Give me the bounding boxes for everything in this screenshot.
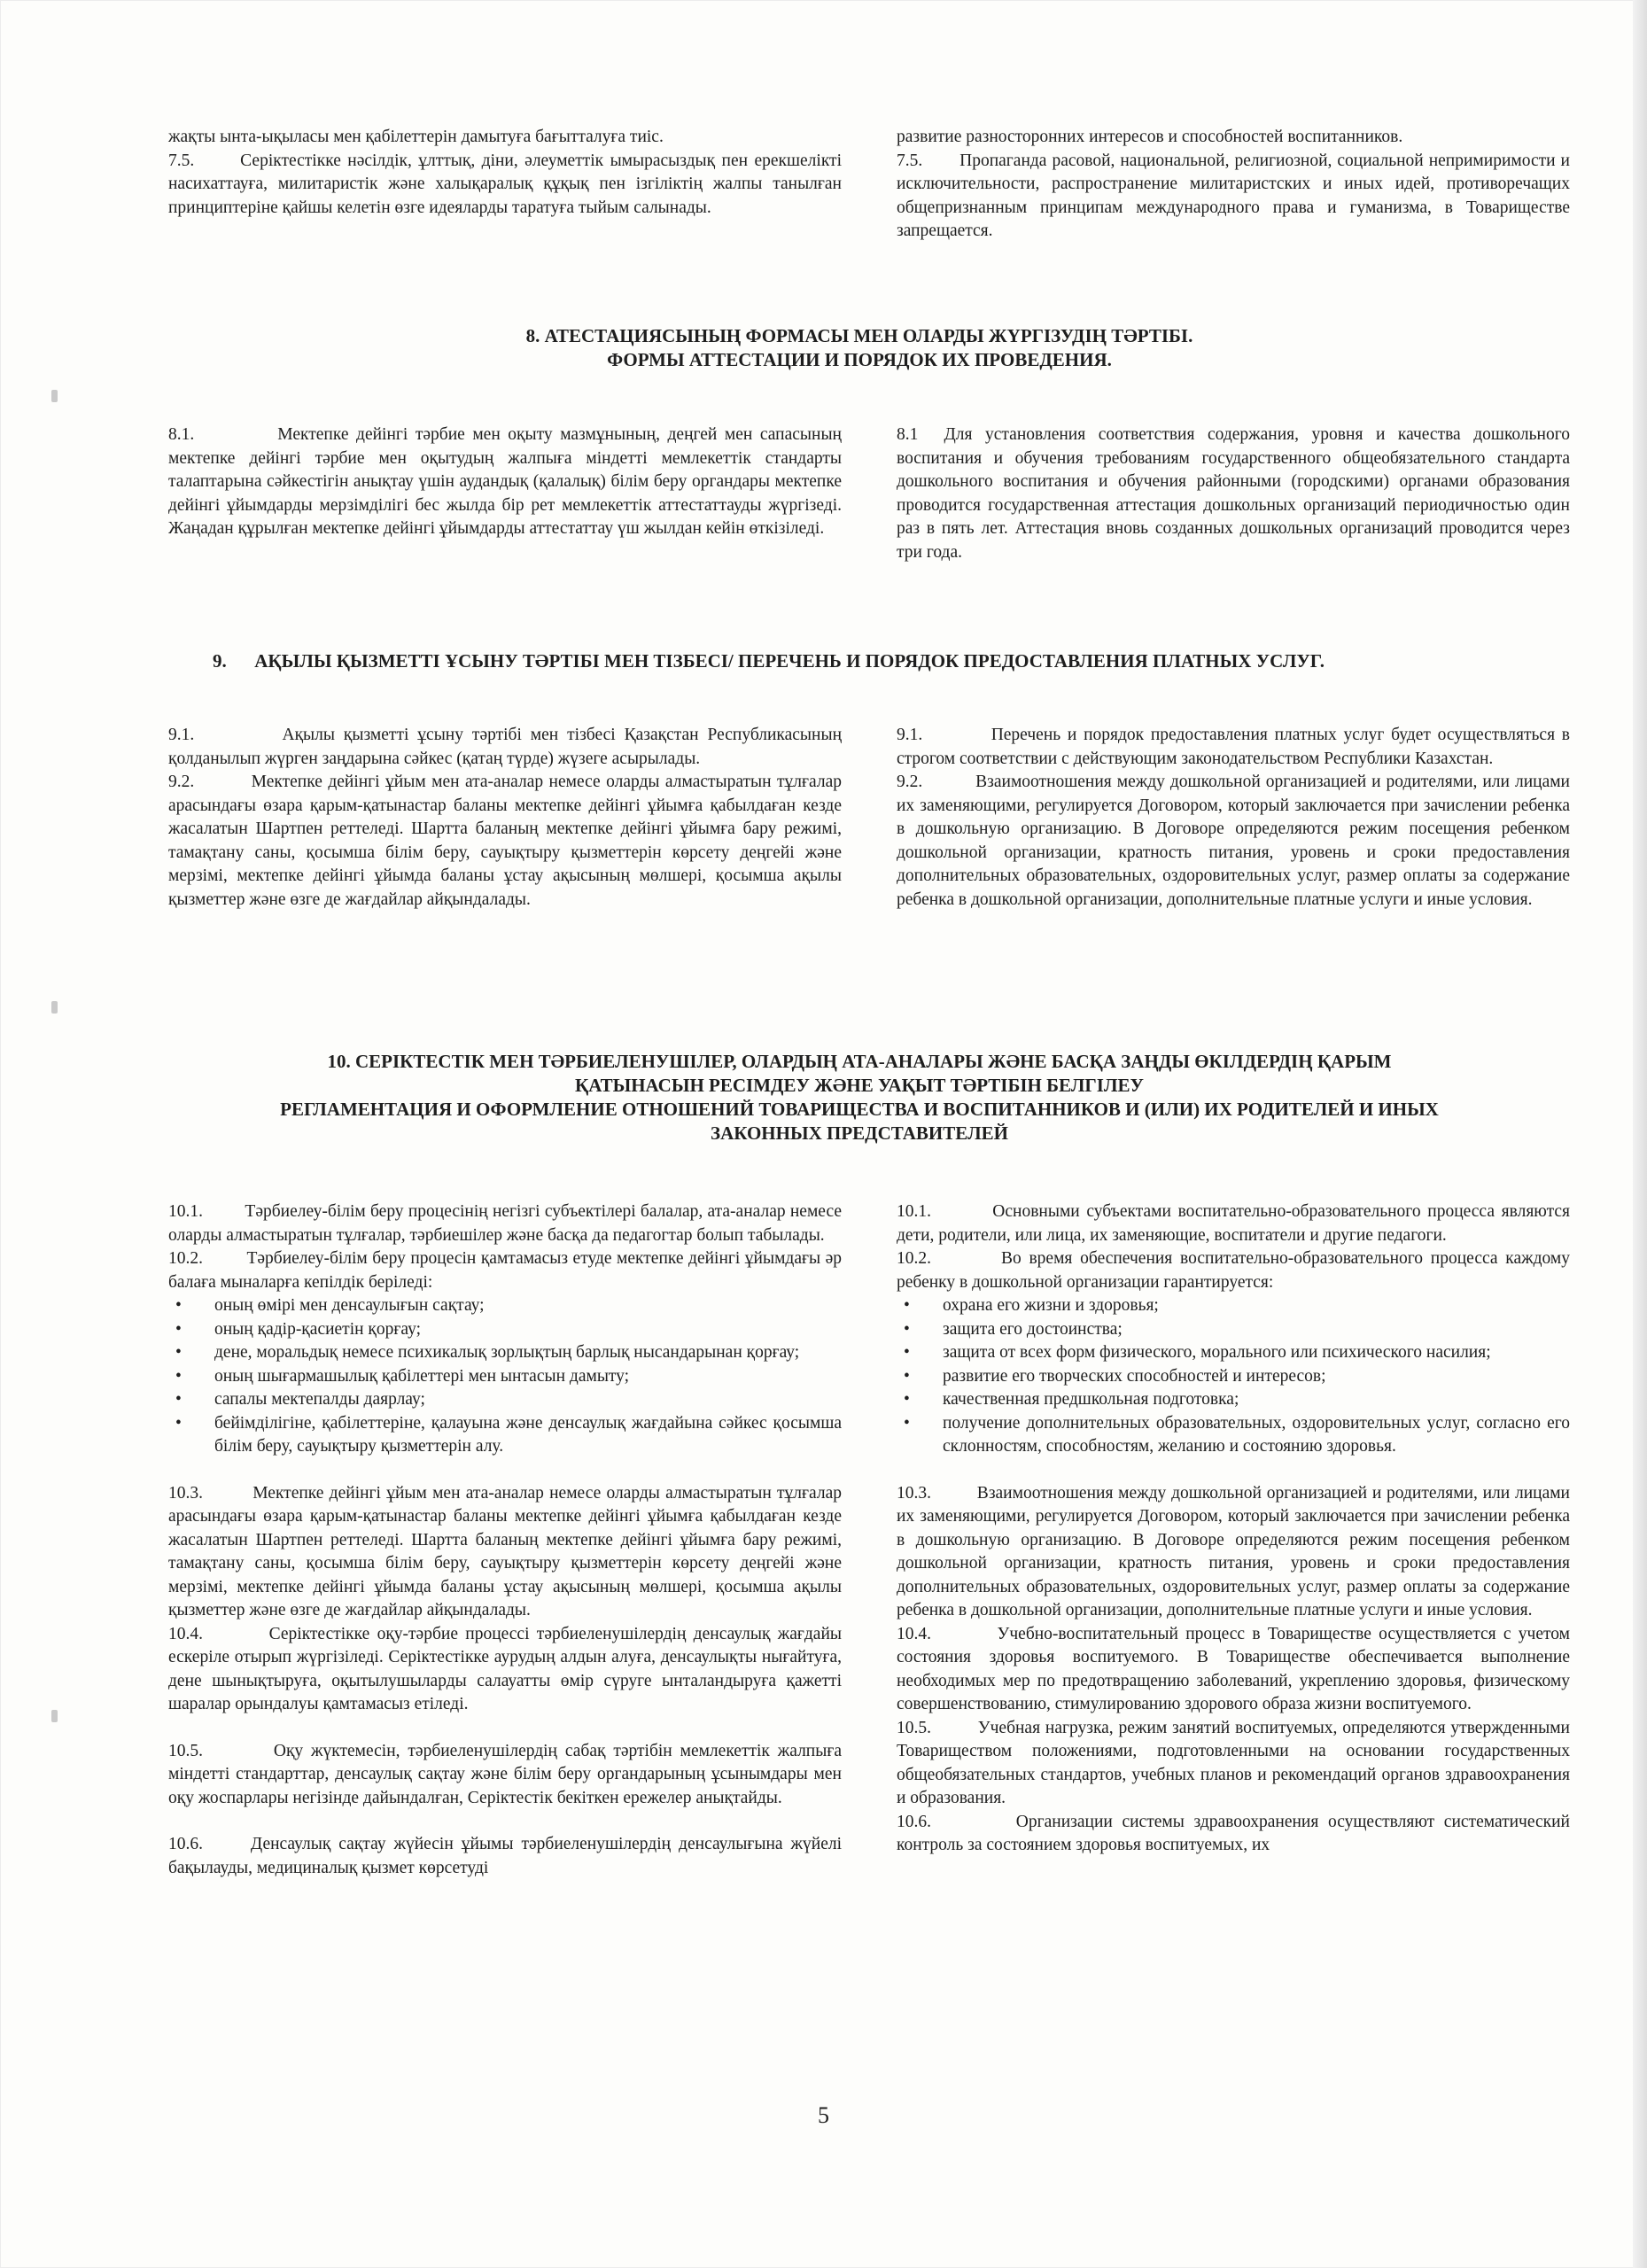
intro-ru-p1: развитие разносторонних интересов и способностей воспитанников. (897, 128, 1403, 146)
section-10-ru-p104: 10.4. Учебно-воспитательный процесс в Товариществе осуществляется с учетом состояния здоровья воспитуемого. В Товариществе обеспечивается выполнение необходимых мер по предотвращению заболеваний, укреплению здоровья, физическому совершенствованию, стимулированию здорового образа жизни воспитуемого. (897, 1624, 1570, 1713)
section-9-ru-p2: 9.2. Взаимоотношения между дошкольной организацией и родителями, или лицами их заменяющими, регулируется Договором, который заключается при зачислении ребенка в дошкольную организацию. В Договоре определяются режим посещения ребенком дошкольной организации, кратность питания, уровень и сроки предоставления дополнительных образовательных, оздоровительных услуг, размер оплаты за содержание ребенка в дошкольной организации, дополнительные платные услуги и иные условия. (897, 773, 1570, 909)
page-number: 5 (818, 2102, 829, 2128)
section-9-heading (213, 649, 1559, 673)
binding-margin (51, 0, 62, 2268)
section-10-kz-bullets (168, 1294, 842, 1459)
section-10-ru-column (897, 1200, 1570, 1858)
list-item: • оның өмірі мен денсаулығын сақтау; (168, 1294, 842, 1318)
section-10-ru-p102: 10.2. Во время обеспечения воспитательно-образовательного процесса каждому ребенку в дошкольной организации гарантируется: (897, 1249, 1570, 1292)
list-item: • сапалы мектепалды даярлау; (168, 1388, 842, 1412)
section-8-kz-column (168, 423, 842, 541)
section-10-ru-p106: 10.6. Организации системы здравоохранения осуществляют систематический контроль за состоянием здоровья воспитуемых, их (897, 1812, 1570, 1854)
list-item: • защита от всех форм физического, морального или психического насилия; (897, 1341, 1570, 1365)
section-10-kz-p101: 10.1. Тәрбиелеу-білім беру процесінің негізгі субъектілері балалар, ата-аналар немесе оларды алмастыратын тұлғалар, тәрбиешілер және басқа да педагогтар болып табылады. (168, 1202, 842, 1245)
binding-mark (51, 1001, 58, 1014)
list-item: • получение дополнительных образовательных, оздоровительных услуг, согласно его склонностям, способностям, желанию и состоянию здоровья. (897, 1412, 1570, 1459)
section-9-ru-p1: 9.1. Перечень и порядок предоставления платных услуг будет осуществляться в строгом соответствии с действующим законодательством Республики Казахстан. (897, 726, 1570, 768)
binding-mark (51, 390, 58, 402)
section-8-heading (151, 324, 1568, 372)
section-10-heading-ru-1: РЕГЛАМЕНТАЦИЯ И ОФОРМЛЕНИЕ ОТНОШЕНИЙ ТОВАРИЩЕСТВА И ВОСПИТАННИКОВ И (ИЛИ) ИХ РОДИТЕЛЕЙ И ИНЫХ (280, 1099, 1439, 1120)
list-item: • дене, моральдық немесе психикалық зорлықтың барлық нысандарынан қорғау; (168, 1341, 842, 1365)
section-10-kz-p106: 10.6. Денсаулық сақтау жүйесін ұйымы тәрбиеленушілердің денсаулығына жүйелі бақылауды, медициналық қызмет көрсетуді (168, 1835, 842, 1877)
section-8-ru-column (897, 423, 1570, 564)
section-8-heading-ru: ФОРМЫ АТТЕСТАЦИИ И ПОРЯДОК ИХ ПРОВЕДЕНИЯ. (607, 349, 1112, 370)
section-9-ru-column (897, 724, 1570, 912)
list-item: • развитие его творческих способностей и интересов; (897, 1365, 1570, 1389)
section-9-heading-text: 9. АҚЫЛЫ ҚЫЗМЕТТІ ҰСЫНУ ТӘРТІБІ МЕН ТІЗБЕСІ/ ПЕРЕЧЕНЬ И ПОРЯДОК ПРЕДОСТАВЛЕНИЯ ПЛАТНЫХ УСЛУГ. (213, 650, 1325, 672)
section-10-ru-p101: 10.1. Основными субъектами воспитательно-образовательного процесса являются дети, родители, или лица, их заменяющие, воспитатели и другие педагоги. (897, 1202, 1570, 1245)
binding-mark (51, 1710, 58, 1722)
intro-kz-p1: жақты ынта-ықыласы мен қабілеттерін дамытуға бағытталуға тиіс. (168, 128, 664, 146)
section-10-kz-p105: 10.5. Оқу жүктемесін, тәрбиеленушілердің сабақ тәртібін мемлекеттік жалпыға міндетті стандарттар, денсаулық сақтау және білім беру органдарының ұсынымдары мен оқу жоспарлары негізінде дайындалған, Серіктестік бекіткен ережелер анықтайды. (168, 1741, 842, 1807)
section-10-kz-column (168, 1200, 842, 1880)
page-edge-shadow (1633, 0, 1647, 2268)
list-item: • качественная предшкольная подготовка; (897, 1388, 1570, 1412)
section-8-ru-p1: 8.1 Для установления соответствия содержания, уровня и качества дошкольного воспитания и обучения требованиям государственного общеобязательного стандарта дошкольного воспитания и обучения районными (городскими) органами образования проводится государственная аттестация дошкольных организаций периодичностью один раз в пять лет. Аттестация вновь созданных дошкольных организаций проводится через три года. (897, 425, 1570, 562)
section-10-ru-bullets (897, 1294, 1570, 1459)
intro-ru-p2: 7.5. Пропаганда расовой, национальной, религиозной, социальной непримиримости и исключительности, распространение милитаристских и иных идей, противоречащих общепризнанным принципам международного права и гуманизма, в Товариществе запрещается. (897, 151, 1570, 240)
section-10-ru-p103: 10.3. Взаимоотношения между дошкольной организацией и родителями, или лицами их заменяющими, регулируется Договором, который заключается при зачислении ребенка в дошкольную организацию. В Договоре определяются режим посещения ребенком дошкольной организации, кратность питания, уровень и сроки предоставления дополнительных образовательных, оздоровительных услуг, размер оплаты за содержание ребенка в дошкольной организации, дополнительные платные услуги и иные условия. (897, 1483, 1570, 1619)
section-10-heading-ru-2: ЗАКОННЫХ ПРЕДСТАВИТЕЛЕЙ (711, 1122, 1008, 1144)
list-item: • защита его достоинства; (897, 1318, 1570, 1342)
intro-kz-column (168, 126, 842, 220)
section-10-kz-p104: 10.4. Серіктестікке оқу-тәрбие процессі тәрбиеленушілердің денсаулық жағдайы ескеріле отырып жүргізіледі. Серіктестікке аурудың алдын алуға, денсаулықты нығайтуға, дене шынықтыруға, оқытылушыларды салауатты өмір сүруге ынталандыруға қажетті шаралар орындалуы қамтамасыз етіледі. (168, 1624, 842, 1713)
list-item: • оның қадір-қасиетін қорғау; (168, 1318, 842, 1342)
section-10-heading-kz-2: ҚАТЫНАСЫН РЕСІМДЕУ ЖӘНЕ УАҚЫТ ТӘРТІБІН БЕЛГІЛЕУ (575, 1075, 1144, 1096)
section-8-kz-p1: 8.1. Мектепке дейінгі тәрбие мен оқыту мазмұнының, деңгей мен сапасының мектепке дейінгі тәрбие мен оқытудың жалпыға міндетті мемлекеттік стандарты талаптарына сәйкестігін анықтау үшін аудандық (қалалық) білім беру органдары мектепке дейінгі ұйымдарды мерзімділігі бес жылда бір рет мемлекеттік аттестаттауды жүргізеді. Жаңадан құрылған мектепке дейінгі ұйымдарды аттестаттау үш жылдан кейін өткізіледі. (168, 425, 842, 538)
list-item: • бейімділігіне, қабілеттеріне, қалауына және денсаулық жағдайына сәйкес қосымша білім беру, сауықтыру қызметтерін алу. (168, 1412, 842, 1459)
section-10-heading-kz-1: 10. СЕРІКТЕСТІК МЕН ТӘРБИЕЛЕНУШІЛЕР, ОЛАРДЫҢ АТА-АНАЛАРЫ ЖӘНЕ БАСҚА ЗАҢДЫ ӨКІЛДЕРДІҢ ҚАРЫМ (327, 1051, 1392, 1072)
section-8-heading-kz: 8. АТЕСТАЦИЯСЫНЫҢ ФОРМАСЫ МЕН ОЛАРДЫ ЖҮРГІЗУДІҢ ТӘРТІБІ. (525, 325, 1193, 346)
section-9-kz-p2: 9.2. Мектепке дейінгі ұйым мен ата-аналар немесе оларды алмастыратын тұлғалар арасындағы өзара қарым-қатынастар баланы мектепке дейінгі ұйымға қабылдаған кезде жасалатын Шартпен реттеледі. Шартта баланың мектепке дейінгі ұйымға бару режимі, тамақтану саны, қосымша білім беру, сауықтыру қызметтерін көрсету деңгейі және мерзімі, мектепке дейінгі ұйымда баланы ұстау ақысының мөлшері, қосымша ақылы қызметтер және өзге де жағдайлар айқындалады. (168, 773, 842, 909)
list-item: • охрана его жизни и здоровья; (897, 1294, 1570, 1318)
section-10-ru-p105: 10.5. Учебная нагрузка, режим занятий воспитуемых, определяются утвержденными Товариществом положениями, подготовленными на основании государственных общеобязательных стандартов, учебных планов и рекомендаций органов здравоохранения и образования. (897, 1718, 1570, 1807)
section-10-kz-p103: 10.3. Мектепке дейінгі ұйым мен ата-аналар немесе оларды алмастыратын тұлғалар арасындағы өзара қарым-қатынастар баланы мектепке дейінгі ұйымға қабылдаған кезде жасалатын Шартпен реттеледі. Шартта баланың мектепке дейінгі ұйымға бару режимі, тамақтану саны, қосымша білім беру, сауықтыру қызметтерін көрсету деңгейі және мерзімі, мектепке дейінгі ұйымда баланы ұстау ақысының мөлшері, қосымша ақылы қызметтер және өзге де жағдайлар айқындалады. (168, 1483, 842, 1619)
list-item: • оның шығармашылық қабілеттері мен ынтасын дамыту; (168, 1365, 842, 1389)
section-9-kz-p1: 9.1. Ақылы қызметті ұсыну тәртібі мен тізбесі Қазақстан Республикасының қолданылып жүрген заңдарына сәйкес (қатаң түрде) жүзеге асырылады. (168, 726, 842, 768)
section-10-heading (151, 1050, 1568, 1146)
intro-ru-column (897, 126, 1570, 244)
section-10-kz-p102: 10.2. Тәрбиелеу-білім беру процесін қамтамасыз етуде мектепке дейінгі ұйымдағы әр балаға мыналарға кепілдік беріледі: (168, 1249, 842, 1292)
section-9-kz-column (168, 724, 842, 912)
intro-kz-p2: 7.5. Серіктестікке нәсілдік, ұлттық, діни, әлеуметтік ымырасыздық пен ерекшелікті насихаттауға, милитаристік және халықаралық құқық пен ізгіліктің жалпы танылған принциптеріне қайшы келетін өзге идеяларды таратуға тыйым салынады. (168, 151, 842, 217)
